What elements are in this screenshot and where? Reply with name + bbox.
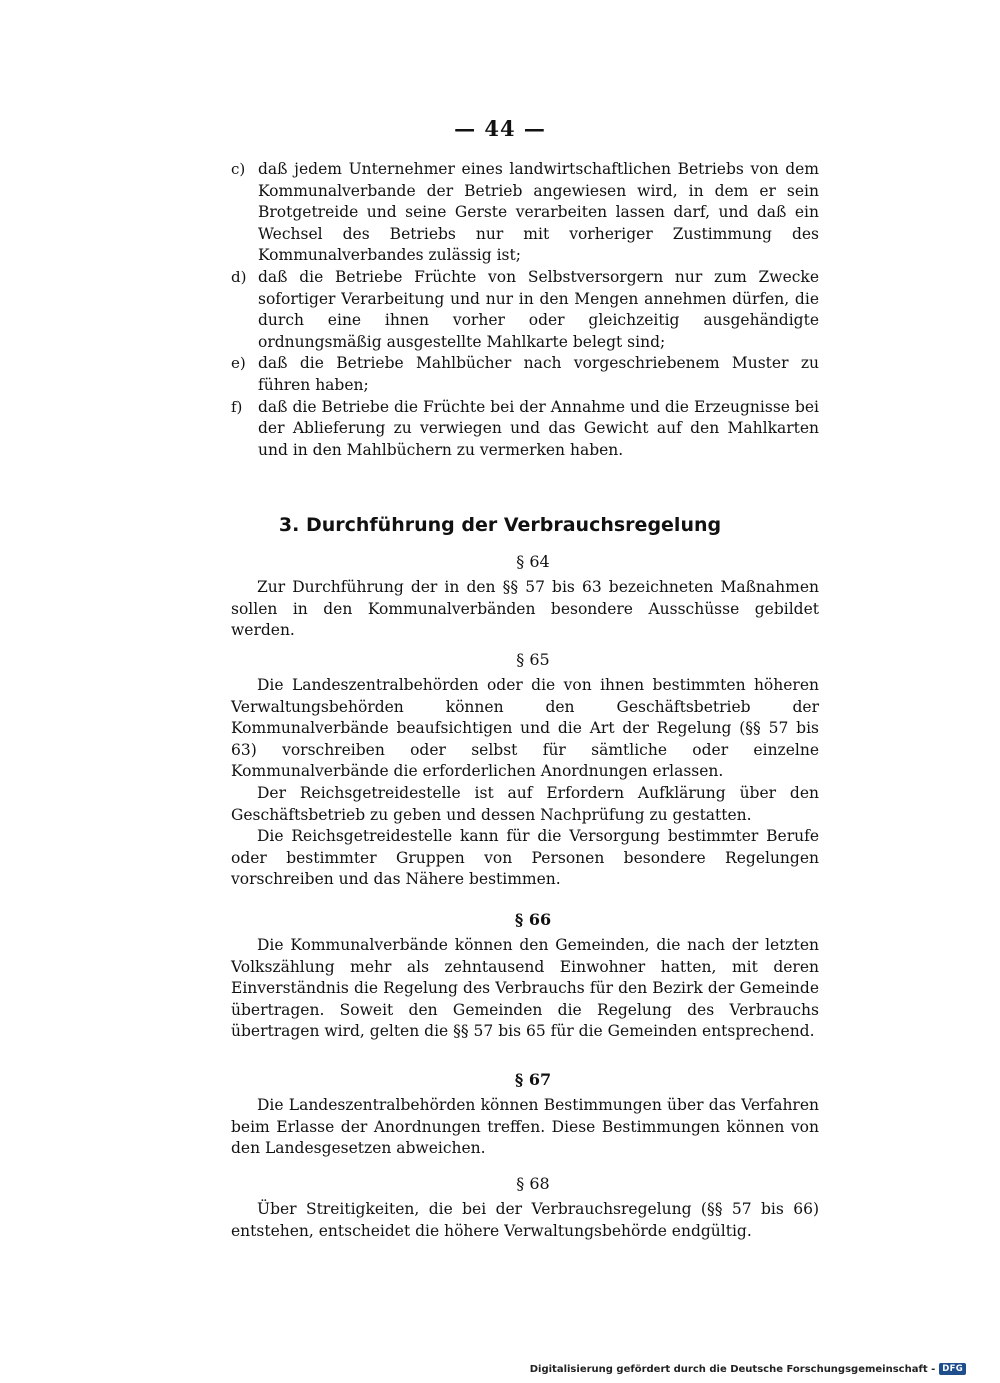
- digitization-credit: [530, 1363, 966, 1375]
- paragraph-sign: § 64: [516, 552, 550, 571]
- paragraph-text: Die Landeszentralbehörden können Bestimmungen über das Verfahren beim Erlasse der Anordnungen treffen. Diese Bestimmungen können von den Landesgesetzen abweichen.: [231, 1096, 819, 1158]
- section-67: [231, 1070, 819, 1160]
- list-text: daß die Betriebe die Früchte bei der Annahme und die Erzeugnisse bei der Ablieferung zu verwiegen und das Gewicht auf den Mahlkarten und in den Mahlbüchern zu vermerken haben.: [258, 397, 819, 459]
- paragraph-sign: § 66: [514, 910, 552, 929]
- list-marker: c): [231, 160, 246, 178]
- section-68: [231, 1174, 819, 1242]
- dfg-logo: DFG: [939, 1363, 966, 1375]
- paragraph-text: Der Reichsgetreidestelle ist auf Erfordern Aufklärung über den Geschäftsbetrieb zu geben und dessen Nachprüfung zu gestatten.: [231, 783, 819, 824]
- list-item: [231, 267, 819, 353]
- paragraph-text: Über Streitigkeiten, die bei der Verbrauchsregelung (§§ 57 bis 66) entstehen, entscheidet die höhere Verwaltungsbehörde endgültig.: [231, 1200, 819, 1240]
- paragraph-text: Zur Durchführung der in den §§ 57 bis 63 bezeichneten Maßnahmen sollen in den Kommunalverbänden besondere Ausschüsse gebildet werden.: [231, 578, 819, 640]
- section-64: [231, 552, 819, 642]
- list-text: daß die Betriebe Mahlbücher nach vorgeschriebenem Muster zu führen haben;: [258, 354, 819, 394]
- section-66: [231, 910, 819, 1043]
- list-item: [231, 159, 819, 267]
- paragraph-text: Die Reichsgetreidestelle kann für die Versorgung bestimmter Berufe oder bestimmter Gruppen von Personen besondere Regelungen vorschreiben und das Nähere bestimmen.: [231, 827, 819, 889]
- list-marker: e): [231, 354, 246, 373]
- paragraph-sign: § 67: [514, 1070, 552, 1089]
- section-65: [231, 650, 819, 891]
- list-marker: f): [231, 397, 243, 416]
- list-marker: d): [231, 267, 247, 286]
- list-item: [231, 397, 819, 462]
- provision-list: [231, 159, 819, 461]
- paragraph-sign: § 65: [516, 650, 550, 669]
- paragraph-text: Die Landeszentralbehörden oder die von ihnen bestimmten höheren Verwaltungsbehörden können den Geschäftsbetrieb der Kommunalverbände beaufsichtigen und die Art der Regelung (§§ 57 bis 63) vorschreiben oder selbst für sämtliche oder einzelne Kommunalverbände die erforderlichen Anordnungen erlassen.: [231, 676, 819, 781]
- paragraph-text: Die Kommunalverbände können den Gemeinden, die nach der letzten Volkszählung mehr als zehntausend Einwohner hatten, mit deren Einverständnis die Regelung des Verbrauchs für den Bezirk der Gemeinde übertragen. Soweit den Gemeinden die Regelung des Verbrauchs übertragen wird, gelten die §§ 57 bis 65 für die Gemeinden entsprechend.: [231, 936, 819, 1041]
- list-text: daß jedem Unternehmer eines landwirtschaftlichen Betriebs von dem Kommunalverbande der Betrieb angewiesen wird, in dem er sein Brotgetreide und seine Gerste verarbeiten lassen darf, und daß ein Wechsel des Betriebs nur mit vorheriger Zustimmung des Kommunalverbandes zulässig ist;: [258, 160, 819, 265]
- page-number: — 44 —: [454, 116, 546, 141]
- credit-text: Digitalisierung gefördert durch die Deutsche Forschungsgemeinschaft -: [529, 1363, 936, 1375]
- list-text: daß die Betriebe Früchte von Selbstversorgern nur zum Zwecke sofortiger Verarbeitung und nur in den Mengen annehmen dürfen, die durch eine ihnen vorher oder gleichzeitig ausgehändigte ordnungsmäßig ausgestellte Mahlkarte belegt sind;: [258, 267, 819, 351]
- list-item: [231, 353, 819, 396]
- section-heading: 3. Durchführung der Verbrauchsregelung: [278, 514, 722, 536]
- paragraph-sign: § 68: [516, 1174, 550, 1193]
